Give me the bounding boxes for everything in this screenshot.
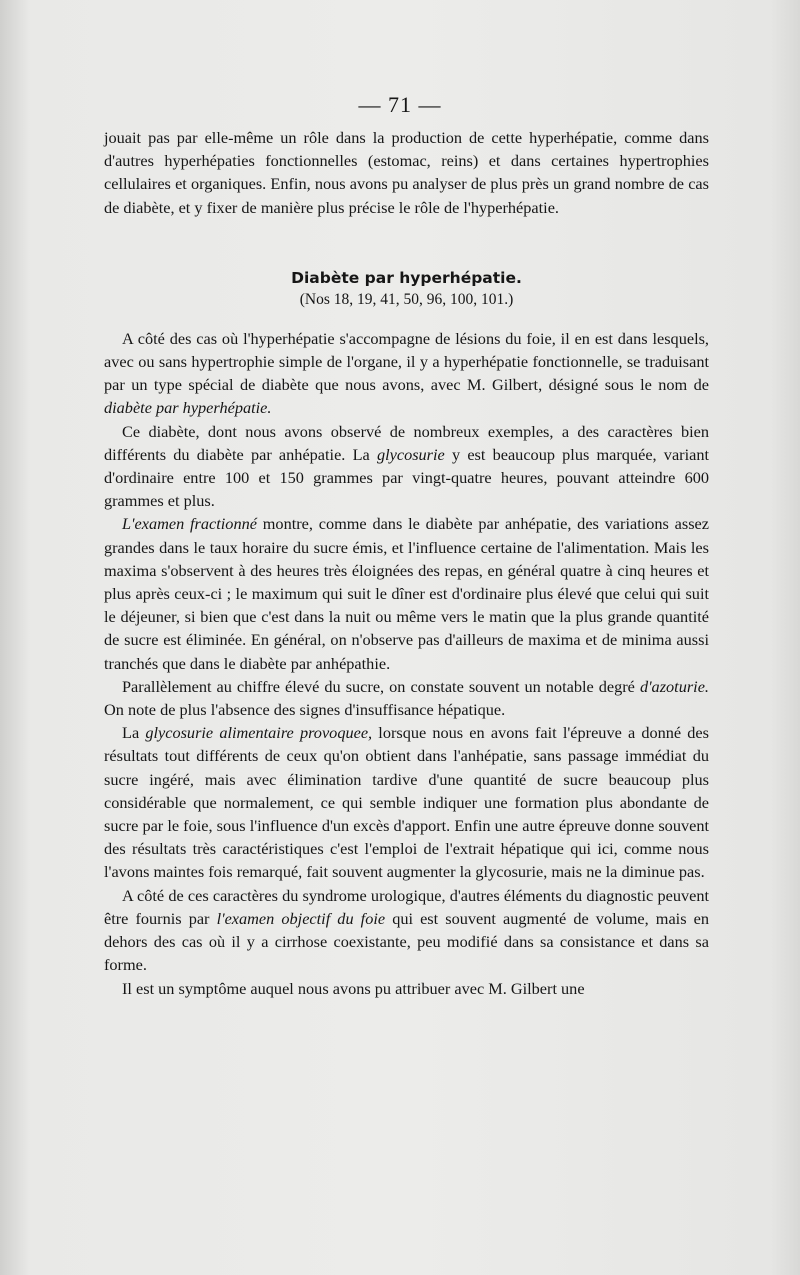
p4-text-a: Parallèlement au chiffre élevé du sucre, on constate souvent un notable degré <box>122 676 635 696</box>
paragraph-6 <box>104 884 709 977</box>
intro-paragraph: jouait pas par elle-même un rôle dans la production de cette hyperhépatie, comme dans d'autres hyperhépaties fonctionnelles (estomac, reins) et dans certaines hypertrophies cellulaires et organiques. Enfin, nous avons pu analyser de plus près un grand nombre de cas de diabète, et y fixer de manière plus précise le rôle de l'hyperhépatie. <box>104 128 709 217</box>
p4-italic: d'azoturie. <box>639 676 709 696</box>
section-title: Diabète par hyperhépatie. <box>291 268 522 287</box>
paragraph-2 <box>104 420 709 513</box>
p5-italic: glycosurie alimentaire provoquee, <box>145 723 373 743</box>
paragraph-7: Il est un symptôme auquel nous avons pu attribuer avec M. Gilbert une <box>122 978 585 998</box>
paragraph-3 <box>104 512 709 674</box>
paragraph-5 <box>104 721 709 883</box>
paragraph-1 <box>104 327 709 420</box>
p6-italic: l'examen objectif du foie <box>216 908 386 928</box>
p2-italic: glycosurie <box>376 444 445 464</box>
p3-text: montre, comme dans le diabète par anhépatie, des variations assez grandes dans le taux horaire du sucre émis, et l'influence certaine de l'alimentation. Mais les maxima s'observent à des heures très éloignées des repas, en général quatre à cinq heures et plus après ceux-ci ; le maximum qui suit le dîner est d'ordinaire plus élevé que celui qui suit le déjeuner, si bien que c'est dans la nuit ou même vers le matin que la plus grande quantité de sucre est éliminée. En général, on n'observe pas d'ailleurs de maxima et de minima aussi tranchés que dans le diabète par anhépathie. <box>104 514 710 673</box>
p4-text-b: On note de plus l'absence des signes d'insuffisance hépatique. <box>104 700 506 720</box>
p1-italic: diabète par hyperhépatie. <box>104 398 272 418</box>
body-text <box>104 126 709 1000</box>
p3-italic: L'examen fractionné <box>122 514 257 534</box>
p6-text-b: qui est souvent augmenté de volume, mais en dehors des cas où il y a cirrhose coexistante, peu modifié dans sa consistance et dans sa forme. <box>104 908 709 975</box>
paragraph-4 <box>104 675 709 721</box>
p5-text-a: La <box>122 723 140 743</box>
page-number: — 71 — <box>358 92 442 117</box>
section-refs: (Nos 18, 19, 41, 50, 96, 100, 101.) <box>299 290 514 308</box>
p5-text-b: lorsque nous en avons fait l'épreuve a donné des résultats tout différents de ceux qu'on obtient dans l'anhépatie, sans passage immédiat du sucre ingéré, mais avec élimination tardive d'une quantité de sucre beaucoup plus considérable que normalement, ce qui semble indiquer une formation plus abondante de sucre par le foie, sous l'influence d'un excès d'apport. Enfin une autre épreuve donne souvent des résultats très caractéristiques c'est l'emploi de l'extrait hépatique qui ici, comme nous l'avons maintes fois remarqué, fait souvent augmenter la glycosurie, mais ne la diminue pas. <box>104 723 709 882</box>
p1-text: A côté des cas où l'hyperhépatie s'accompagne de lésions du foie, il en est dans lesquels, avec ou sans hypertrophie simple de l'organe, il y a hyperhépatie fonctionnelle, se traduisant par un type spécial de diabète que nous avons, avec M. Gilbert, désigné sous le nom de <box>104 328 709 395</box>
p2-text-b: y est beaucoup plus marquée, variant d'ordinaire entre 100 et 150 grammes par vingt-quatre heures, pouvant atteindre 600 grammes et plus. <box>104 444 710 511</box>
p2-text-a: Ce diabète, dont nous avons observé de nombreux exemples, a des caractères bien différents du diabète par anhépatie. La <box>104 421 709 464</box>
p6-text-a: A côté de ces caractères du syndrome urologique, d'autres éléments du diagnostic peuvent être fournis par <box>104 885 709 928</box>
